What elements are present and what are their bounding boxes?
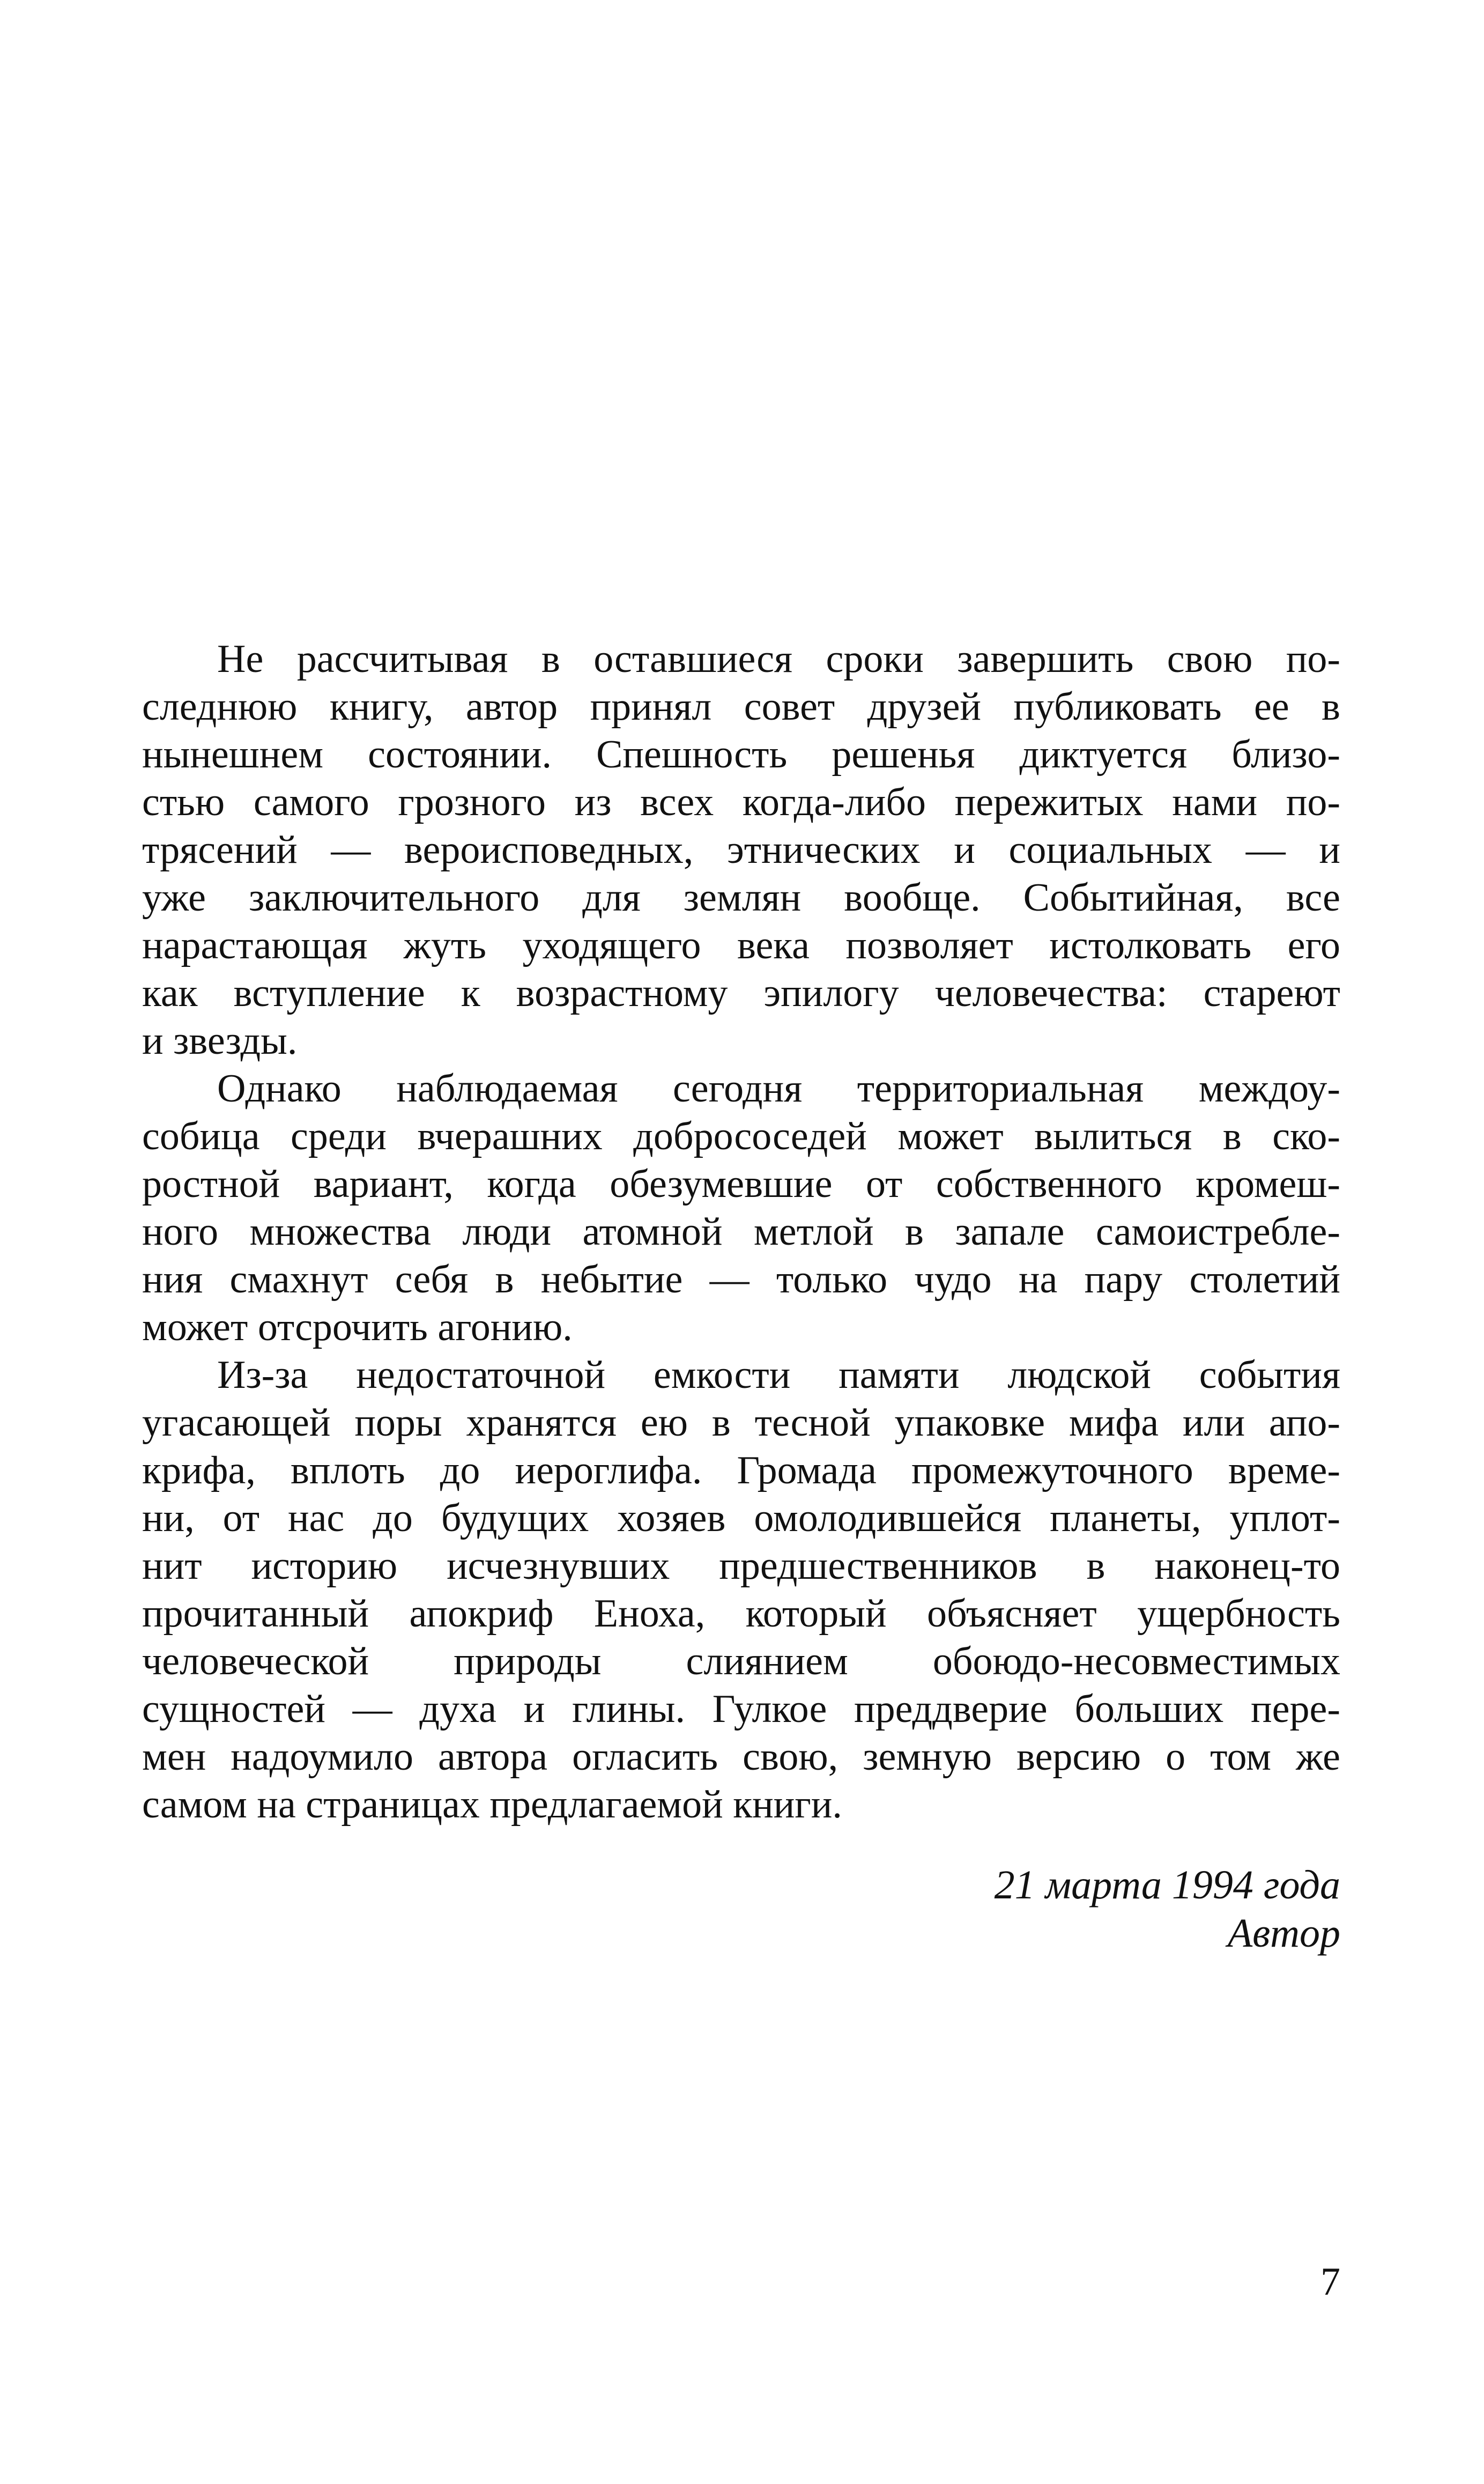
text-line: человеческой природы слиянием обоюдо-несовместимых <box>142 1639 1340 1683</box>
text-line: нит историю исчезнувших предшественников в наконец-то <box>142 1544 1340 1588</box>
text-line: может отсрочить агонию. <box>142 1305 573 1349</box>
text-line: и звезды. <box>142 1019 298 1063</box>
text-line: крифа, вплоть до иероглифа. Громада промежуточного време- <box>142 1448 1340 1492</box>
text-line: стью самого грозного из всех когда-либо пережитых нами по- <box>142 780 1340 824</box>
text-line: трясений — вероисповедных, этнических и социальных — и <box>142 828 1340 872</box>
text-line: как вступление к возрастному эпилогу человечества: стареют <box>142 971 1340 1015</box>
text-line: собица среди вчерашних добрососедей может вылиться в ско- <box>142 1114 1340 1158</box>
text-line: угасающей поры хранятся ею в тесной упаковке мифа или апо- <box>142 1401 1340 1445</box>
text-line: нарастающая жуть уходящего века позволяет истолковать его <box>142 923 1340 967</box>
text-line: уже заключительного для землян вообще. Событийная, все <box>142 876 1340 920</box>
text-line: ростной вариант, когда обезумевшие от собственного кромеш- <box>142 1162 1340 1206</box>
text-line: ного множества люди атомной метлой в запале самоистребле- <box>142 1210 1340 1254</box>
text-line: Из-за недостаточной емкости памяти людской события <box>217 1353 1340 1397</box>
text-line: Однако наблюдаемая сегодня территориальная междоу- <box>217 1067 1340 1111</box>
text-line: самом на страницах предлагаемой книги. <box>142 1783 842 1827</box>
text-line: Не рассчитывая в оставшиеся сроки завершить свою по- <box>217 637 1340 681</box>
text-line: сущностей — духа и глины. Гулкое преддверие больших пере- <box>142 1687 1340 1731</box>
text-line: ния смахнут себя в небытие — только чудо на пару столетий <box>142 1258 1340 1302</box>
paragraph-2 <box>142 1065 1340 1351</box>
paragraph-3 <box>142 1351 1340 1829</box>
page-number: 7 <box>1320 2260 1340 2304</box>
body-text <box>142 635 1340 1829</box>
paragraph-1 <box>142 635 1340 1065</box>
text-line: нынешнем состоянии. Спешность решенья диктуется близо- <box>142 733 1340 777</box>
text-line: ни, от нас до будущих хозяев омолодившейся планеты, уплот- <box>142 1496 1340 1540</box>
text-line: прочитанный апокриф Еноха, который объясняет ущербность <box>142 1592 1340 1636</box>
signature-date: 21 марта 1994 года <box>994 1862 1340 1908</box>
text-line: мен надоумило автора огласить свою, земную версию о том же <box>142 1735 1340 1779</box>
signature-block <box>995 1861 1340 1957</box>
text-line: следнюю книгу, автор принял совет друзей публиковать ее в <box>142 685 1340 729</box>
signature-author: Автор <box>1227 1911 1340 1956</box>
